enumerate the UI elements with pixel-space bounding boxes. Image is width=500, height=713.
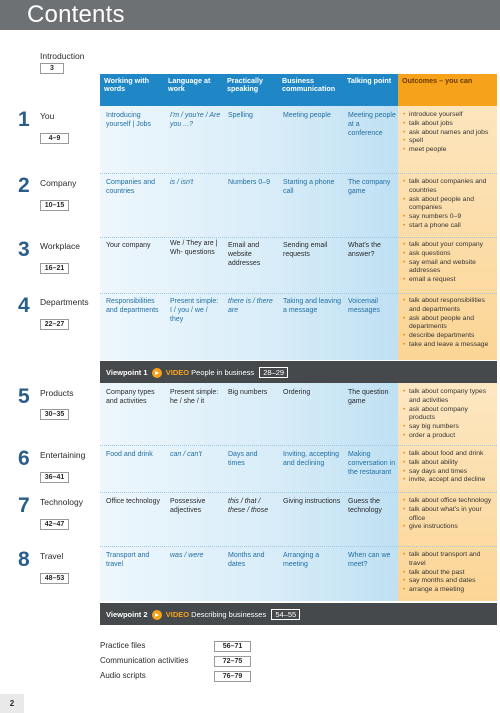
unit-business: Sending email requests [283,242,328,259]
outcome-item: • introduce yourself [403,111,495,120]
outcome-item: • start a phone call [403,222,495,231]
video-label: VIDEO [165,610,190,619]
practice-files-entry[interactable] [100,641,243,650]
row-divider [100,293,497,294]
outcome-item: • talk about company types and activities [403,388,495,406]
outcome-item: • talk about responsibilities and departments [403,297,495,315]
extra-pages: 76–79 [214,671,251,682]
row-divider [100,492,497,493]
unit-practical: Email and website addresses [228,242,261,268]
unit-business: Meeting people [283,112,331,119]
extra-label: Audio scripts [100,671,146,680]
introduction-label: Introduction [40,51,85,61]
unit-title: Workplace [40,241,80,251]
video-play-icon [152,610,162,620]
unit-business: Taking and leaving a message [283,298,341,315]
unit-practical: Months and dates [228,552,265,569]
unit-language: is / isn't [170,179,194,186]
unit-talking: The question game [348,389,389,406]
unit-talking: Guess the technology [348,498,382,515]
col-head-outcomes: Outcomes – you can [398,74,497,106]
unit-language: was / were [170,552,204,559]
unit-practical: Big numbers [228,389,268,396]
outcome-item: • say numbers 0–9 [403,213,495,222]
unit-business: Inviting, accepting and declining [283,451,340,468]
unit-business: Ordering [283,389,311,396]
outcome-item: • say email and website addresses [403,259,495,277]
unit-practical: Numbers 0–9 [228,179,271,186]
unit-business: Giving instructions [283,498,341,505]
outcome-item: • talk about what's in your office [403,506,495,524]
unit-pages: 30–35 [40,409,69,420]
video-play-icon [152,368,162,378]
col-head-language: Language at work [164,74,223,106]
unit-language: Present simple: I / you / we / they [170,298,219,324]
unit-words: Transport and travel [106,552,150,569]
extra-label: Communication activities [100,656,189,665]
unit-outcomes [403,241,495,285]
unit-talking: Making conversation in the restaurant [348,451,396,477]
unit-language: can / can't [170,451,202,458]
unit-title: Products [40,388,74,398]
extra-label: Practice files [100,641,146,650]
viewpoint-pages: 54–55 [271,609,300,620]
unit-outcomes [403,450,495,485]
unit-outcomes [403,388,495,441]
unit-practical: this / that / these / those [228,498,269,515]
unit-number: 6 [18,447,30,470]
unit-business: Starting a phone call [283,179,335,196]
outcome-item: • take and leave a message [403,341,495,350]
outcome-item: • ask about company products [403,406,495,424]
unit-pages: 42–47 [40,519,69,530]
unit-talking: When can we meet? [348,552,391,569]
unit-talking: Meeting people at a conference [348,112,396,138]
col-head-business: Business communication [278,74,343,106]
outcome-item: • talk about transport and travel [403,551,495,569]
unit-words: Office technology [106,498,160,505]
unit-outcomes [403,497,495,532]
unit-words: Your company [106,242,151,249]
unit-title: Entertaining [40,450,86,460]
unit-talking: The company game [348,179,391,196]
viewpoint-1-bar[interactable] [100,361,497,383]
outcome-item: • arrange a meeting [403,586,495,595]
unit-practical: there is / there are [228,298,273,315]
row-divider [100,546,497,547]
outcome-item: • ask about people and departments [403,315,495,333]
unit-number: 4 [18,294,30,317]
communication-activities-entry[interactable] [100,656,243,665]
unit-talking: Voicemail messages [348,298,380,315]
page-header [0,0,500,30]
viewpoint-2-bar[interactable] [100,603,497,625]
outcome-item: • give instructions [403,523,495,532]
unit-pages: 10–15 [40,200,69,211]
unit-title: You [40,111,55,121]
outcome-item: • say big numbers [403,423,495,432]
unit-pages: 16–21 [40,263,69,274]
outcome-item: • talk about food and drink [403,450,495,459]
unit-title: Travel [40,551,64,561]
outcome-item: • ask about names and jobs [403,129,495,138]
unit-language: We / They are | Wh- questions [170,240,218,257]
unit-title: Departments [40,297,89,307]
unit-title: Technology [40,497,84,507]
viewpoint-description: Describing businesses [191,610,267,619]
unit-words: Responsibilities and departments [106,298,159,315]
audio-scripts-entry[interactable] [100,671,243,680]
outcome-item: • talk about jobs [403,120,495,129]
viewpoint-description: People in business [191,368,255,377]
unit-number: 5 [18,385,30,408]
unit-pages: 4–9 [40,133,69,144]
introduction-pages: 3 [40,63,64,74]
outcome-item: • email a request [403,276,495,285]
unit-words: Introducing yourself | Jobs [106,112,152,129]
unit-number: 8 [18,548,30,571]
unit-number: 1 [18,108,30,131]
unit-outcomes [403,297,495,350]
page-title: Contents [27,1,125,28]
unit-practical: Spelling [228,112,253,119]
viewpoint-label: Viewpoint 1 [106,368,148,377]
introduction-entry [40,51,85,72]
row-divider [100,445,497,446]
outcome-item: • say months and dates [403,577,495,586]
outcome-item: • meet people [403,146,495,155]
unit-outcomes [403,551,495,595]
unit-talking: What's the answer? [348,242,381,259]
outcome-item: • talk about your company [403,241,495,250]
extra-pages: 72–75 [214,656,251,667]
outcome-item: • talk about companies and countries [403,178,495,196]
unit-words: Company types and activities [106,389,155,406]
outcome-item: • describe departments [403,332,495,341]
viewpoint-pages: 28–29 [259,367,288,378]
video-label: VIDEO [165,368,190,377]
unit-words: Food and drink [106,451,153,458]
row-divider [100,173,497,174]
outcome-item: • talk about ability [403,459,495,468]
unit-language: I'm / you're / Are you ...? [170,112,221,129]
unit-practical: Days and times [228,451,258,468]
outcome-item: • spell [403,137,495,146]
unit-outcomes [403,111,495,155]
unit-language: Present simple: he / she / it [170,389,219,406]
unit-number: 3 [18,238,30,261]
col-head-practical: Practically speaking [223,74,278,106]
unit-title: Company [40,178,77,188]
page-number: 2 [0,694,24,713]
extra-pages: 56–71 [214,641,251,652]
unit-business: Arranging a meeting [283,552,320,569]
unit-language: Possessive adjectives [170,498,206,515]
outcome-item: • talk about the past [403,569,495,578]
unit-number: 2 [18,174,30,197]
unit-pages: 48–53 [40,573,69,584]
viewpoint-label: Viewpoint 2 [106,610,148,619]
unit-number: 7 [18,494,30,517]
row-divider [100,237,497,238]
unit-outcomes [403,178,495,231]
col-head-words: Working with words [100,74,164,106]
outcome-item: • ask questions [403,250,495,259]
col-head-talking: Talking point [343,74,398,106]
outcome-item: • order a product [403,432,495,441]
outcome-item: • ask about people and companies [403,196,495,214]
outcome-item: • talk about office technology [403,497,495,506]
unit-pages: 36–41 [40,472,69,483]
unit-pages: 22–27 [40,319,69,330]
outcome-item: • invite, accept and decline [403,476,495,485]
unit-words: Companies and countries [106,179,156,196]
outcome-item: • say days and times [403,468,495,477]
